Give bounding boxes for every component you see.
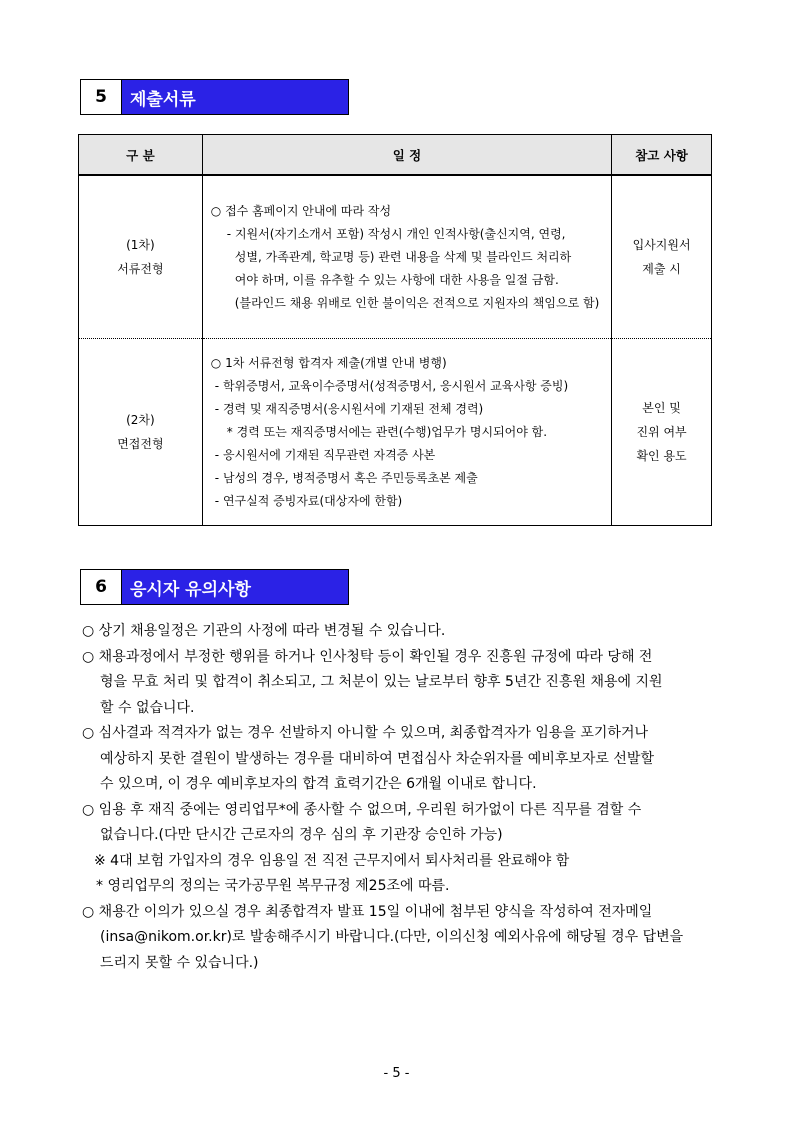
note-line: * 영리업무의 정의는 국가공무원 복무규정 제25조에 따름. xyxy=(96,878,450,894)
schedule-line: (블라인드 채용 위배로 인한 불이익은 전적으로 지원자의 책임으로 함) xyxy=(234,295,600,310)
note-line: 할 수 없습니다. xyxy=(100,699,195,716)
table-row xyxy=(79,339,712,526)
category-label: (2차) xyxy=(126,413,155,427)
section-5-header xyxy=(80,79,349,115)
reference-cell xyxy=(612,339,712,526)
note-item xyxy=(82,645,718,722)
note-line: ○ 심사결과 적격자가 없는 경우 선발하지 아니할 수 있으며, 최종합격자가 임용을 포기하거나 xyxy=(82,725,649,741)
schedule-line: ○ 1차 서류전형 합격자 제출(개별 안내 병행) xyxy=(210,355,447,370)
category-cell xyxy=(79,175,203,339)
reference-label: 확인 용도 xyxy=(636,449,687,463)
schedule-line: - 지원서(자기소개서 포함) 작성시 개인 인적사항(출신지역, 연령, xyxy=(226,226,566,241)
applicant-notes xyxy=(82,619,718,976)
category-cell xyxy=(79,339,203,526)
schedule-cell xyxy=(202,175,611,339)
schedule-line: - 학위증명서, 교육이수증명서(성적증명서, 응시원서 교육사항 증빙) xyxy=(214,378,569,393)
schedule-line: ○ 접수 홈페이지 안내에 따라 작성 xyxy=(210,203,392,218)
note-line: 예상하지 못한 결원이 발생하는 경우를 대비하여 면접심사 차순위자를 예비후보자로 선발할 xyxy=(100,750,654,767)
reference-label: 진위 여부 xyxy=(636,425,687,439)
note-line: 수 있으며, 이 경우 예비후보자의 합격 효력기간은 6개월 이내로 합니다. xyxy=(100,776,537,792)
note-line: 형을 무효 처리 및 합격이 취소되고, 그 처분이 있는 날로부터 향후 5년간 진흥원 채용에 지원 xyxy=(100,674,663,690)
section-6-header xyxy=(80,569,349,605)
schedule-line: - 연구실적 증빙자료(대상자에 한함) xyxy=(214,493,403,508)
section-number: 6 xyxy=(81,570,122,604)
category-label: 면접전형 xyxy=(117,437,164,451)
section-number: 5 xyxy=(81,80,122,114)
note-line: ○ 채용과정에서 부정한 행위를 하거나 인사청탁 등이 확인될 경우 진흥원 규정에 따라 당해 전 xyxy=(82,648,653,665)
category-label: 서류전형 xyxy=(117,262,164,276)
column-header: 참고 사항 xyxy=(612,135,712,176)
note-item xyxy=(82,900,718,977)
column-header: 일 정 xyxy=(202,135,611,176)
schedule-line: 여야 하며, 이를 유추할 수 있는 사항에 대한 사용을 일절 금함. xyxy=(234,272,559,287)
reference-cell xyxy=(612,175,712,339)
note-item xyxy=(82,798,718,900)
note-line: ○ 채용간 이의가 있으실 경우 최종합격자 발표 15일 이내에 첨부된 양식을 작성하여 전자메일 xyxy=(82,903,653,920)
section-title: 제출서류 xyxy=(122,80,348,114)
note-line: ○ 상기 채용일정은 기관의 사정에 따라 변경될 수 있습니다. xyxy=(82,623,446,639)
schedule-line: - 남성의 경우, 병적증명서 혹은 주민등록초본 제출 xyxy=(214,470,478,485)
note-line: 없습니다.(다만 단시간 근로자의 경우 심의 후 기관장 승인하 가능) xyxy=(100,827,503,843)
schedule-line: - 응시원서에 기재된 직무관련 자격증 사본 xyxy=(214,447,436,462)
reference-label: 제출 시 xyxy=(642,262,681,276)
schedule-cell xyxy=(202,339,611,526)
column-header: 구 분 xyxy=(79,135,203,176)
documents-table xyxy=(78,134,712,526)
note-line: 드리지 못할 수 있습니다.) xyxy=(100,954,259,971)
schedule-line: - 경력 및 재직증명서(응시원서에 기재된 전체 경력) xyxy=(214,401,484,416)
schedule-line: * 경력 또는 재직증명서에는 관련(수행)업무가 명시되어야 함. xyxy=(226,424,548,439)
section-title: 응시자 유의사항 xyxy=(122,570,348,604)
note-line: ○ 임용 후 재직 중에는 영리업무*에 종사할 수 없으며, 우리원 허가없이 다른 직무를 겸할 수 xyxy=(82,801,642,818)
reference-label: 입사지원서 xyxy=(632,238,691,252)
page-number: - 5 - xyxy=(383,1066,410,1081)
category-label: (1차) xyxy=(126,238,155,252)
note-line: (insa@nikom.or.kr)로 발송해주시기 바랍니다.(다만, 이의신청 예외사유에 해당될 경우 답변을 xyxy=(100,929,684,945)
note-line: ※ 4대 보험 가입자의 경우 임용일 전 직전 근무지에서 퇴사처리를 완료해야 함 xyxy=(94,852,570,869)
note-item xyxy=(82,619,718,645)
reference-label: 본인 및 xyxy=(642,401,681,415)
note-item xyxy=(82,721,718,798)
table-row xyxy=(79,175,712,339)
schedule-line: 성별, 가족관계, 학교명 등) 관련 내용을 삭제 및 블라인드 처리하 xyxy=(234,249,572,264)
table-header-row xyxy=(79,135,712,176)
